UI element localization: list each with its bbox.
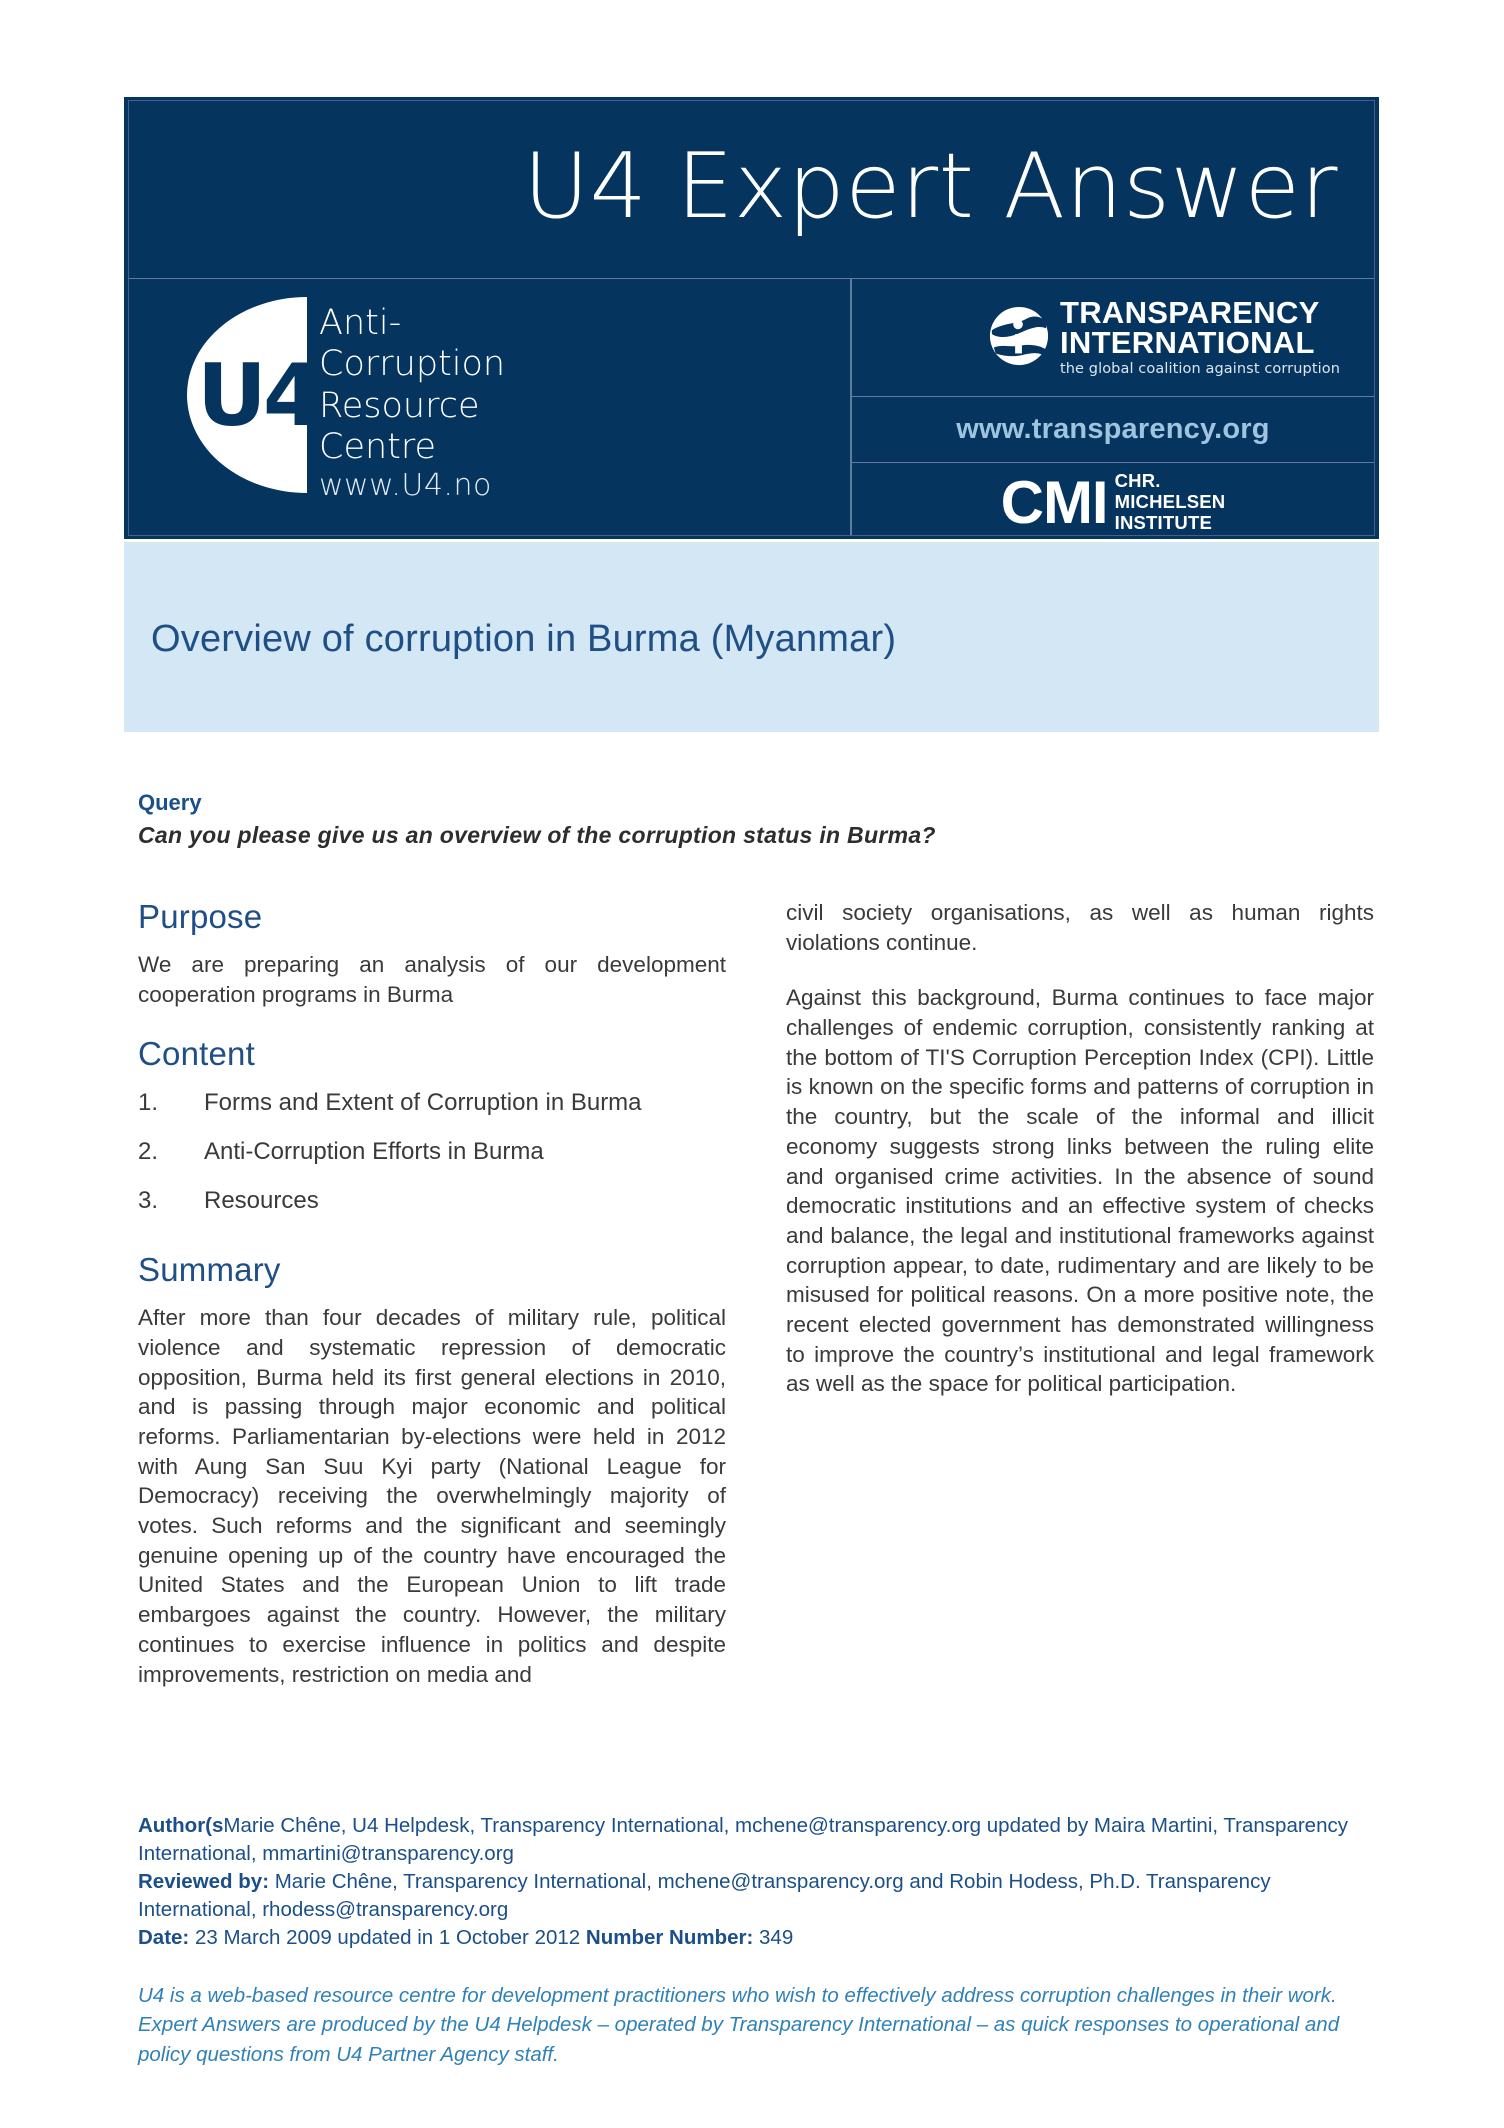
- right-paragraph-1: civil society organisations, as well as human rights violations continue.: [786, 900, 1374, 955]
- u4-website-url[interactable]: www.U4.no: [319, 468, 492, 504]
- cmi-line-2: MICHELSEN: [1114, 491, 1226, 513]
- cmi-mark: CMI: [1000, 468, 1108, 536]
- cmi-line-3: INSTITUTE: [1114, 511, 1212, 533]
- ti-name-line-1: TRANSPARENCY: [1059, 294, 1320, 330]
- date-text: 23 March 2009 updated in 1 October 2012: [194, 1925, 581, 1949]
- reviewed-text: Marie Chêne, Transparency International, mchene@transparency.org and Robin Hodess, Ph.D. Transparency International, rhodess@transparency.org: [138, 1869, 1271, 1921]
- u4-mark-letters: U4: [197, 346, 319, 446]
- u4-line-4: Centre: [319, 426, 437, 467]
- u4-logo: [187, 297, 505, 504]
- document-title-bar: [124, 542, 1379, 732]
- u4-logo-cell: [129, 279, 851, 535]
- number-label: Number Number:: [585, 1925, 754, 1949]
- footer-section: [138, 1812, 1370, 2069]
- transparency-website-url[interactable]: www.transparency.org: [956, 413, 1270, 445]
- u4-line-3: Resource: [319, 385, 480, 426]
- right-column: [786, 898, 1374, 1689]
- u4-wordmark: [319, 297, 505, 504]
- masthead-banner: [124, 97, 1379, 539]
- author-text: Marie Chêne, U4 Helpdesk, Transparency International, mchene@transparency.org updated by Maira Martini, Transparency International, mmartini@transparency.org: [138, 1814, 1348, 1865]
- query-text: Can you please give us an overview of the corruption status in Burma?: [138, 821, 936, 848]
- purpose-heading: Purpose: [138, 898, 263, 935]
- purpose-paragraph: We are preparing an analysis of our development cooperation programs in Burma: [138, 952, 726, 1007]
- u4-line-1: Anti-: [319, 303, 402, 343]
- page-title: Overview of corruption in Burma (Myanmar): [151, 618, 897, 660]
- ti-name-line-2: INTERNATIONAL: [1059, 325, 1315, 360]
- list-item[interactable]: Forms and Extent of Corruption in Burma: [204, 1089, 642, 1117]
- transparency-international-logo-cell: [852, 279, 1374, 397]
- summary-paragraph: After more than four decades of military rule, political violence and systematic repression of democratic opposition, Burma held its first general elections in 2010, and is passing through major economic and political reforms. Parliamentarian by-elections were held in 2012 with Aung San Suu Kyi party (National League for Democracy) receiving the overwhelmingly majority of votes. Such reforms and the significant and seemingly genuine opening up of the country have encouraged the United States and the European Union to lift trade embargoes against the country. However, the military continues to exercise influence in politics and despite improvements, restriction on media and: [138, 1305, 726, 1687]
- transparency-international-logo: [988, 294, 1340, 378]
- author-label: Author(s: [138, 1814, 224, 1837]
- globe-person-icon: [988, 305, 1050, 367]
- u4-line-2: Corruption: [319, 344, 506, 385]
- query-label: Query: [138, 790, 202, 815]
- author-line: [138, 1812, 1370, 1868]
- disclaimer-text: U4 is a web-based resource centre for development practitioners who wish to effectively address corruption challenges in their work. Expert Answers are produced by the U4 Helpdesk – operated by Transparency International – as quick responses to operational and policy questions from U4 Partner Agency staff.: [138, 1984, 1340, 2066]
- left-column: [138, 898, 726, 1689]
- partner-logos-cell: [851, 279, 1374, 535]
- ti-tagline: the global coalition against corruption: [1059, 361, 1340, 378]
- query-section: [138, 788, 1368, 851]
- banner-title: U4 Expert Answer: [523, 133, 1338, 239]
- body-columns: [138, 898, 1374, 1689]
- date-label: Date:: [138, 1925, 190, 1949]
- cmi-logo-cell: [852, 463, 1374, 543]
- reviewed-line: [138, 1868, 1370, 1924]
- cmi-line-1: CHR.: [1114, 470, 1161, 492]
- masthead-inner-frame: [128, 100, 1375, 536]
- number-text: 349: [759, 1925, 794, 1949]
- cmi-logo: [1000, 468, 1226, 536]
- content-list: [138, 1087, 726, 1217]
- cmi-wordmark: [1115, 471, 1226, 533]
- content-heading: Content: [138, 1035, 255, 1073]
- summary-heading: Summary: [138, 1251, 281, 1289]
- date-line: [138, 1924, 1370, 1952]
- banner-title-band: [129, 101, 1374, 279]
- right-paragraph-2: Against this background, Burma continues to face major challenges of endemic corruption, consistently ranking at the bottom of TI'S Corruption Perception Index (CPI). Little is known on the specific forms and patterns of corruption in the country, but the scale of the informal and illicit economy suggests strong links between the ruling elite and organised crime activities. In the absence of sound democratic institutions and an effective system of checks and balance, the legal and institutional frameworks against corruption appear, to date, rudimentary and are likely to be misused for political reasons. On a more positive note, the recent elected government has demonstrated willingness to improve the country’s institutional and legal framework as well as the space for political participation.: [786, 985, 1374, 1397]
- u4-mark-icon: [187, 297, 319, 493]
- masthead-logos-row: [129, 279, 1374, 535]
- transparency-url-cell: [852, 397, 1374, 463]
- list-item[interactable]: Anti-Corruption Efforts in Burma: [204, 1138, 544, 1165]
- list-item[interactable]: Resources: [204, 1186, 319, 1214]
- ti-wordmark: [1059, 294, 1340, 378]
- reviewed-label: Reviewed by:: [138, 1869, 270, 1893]
